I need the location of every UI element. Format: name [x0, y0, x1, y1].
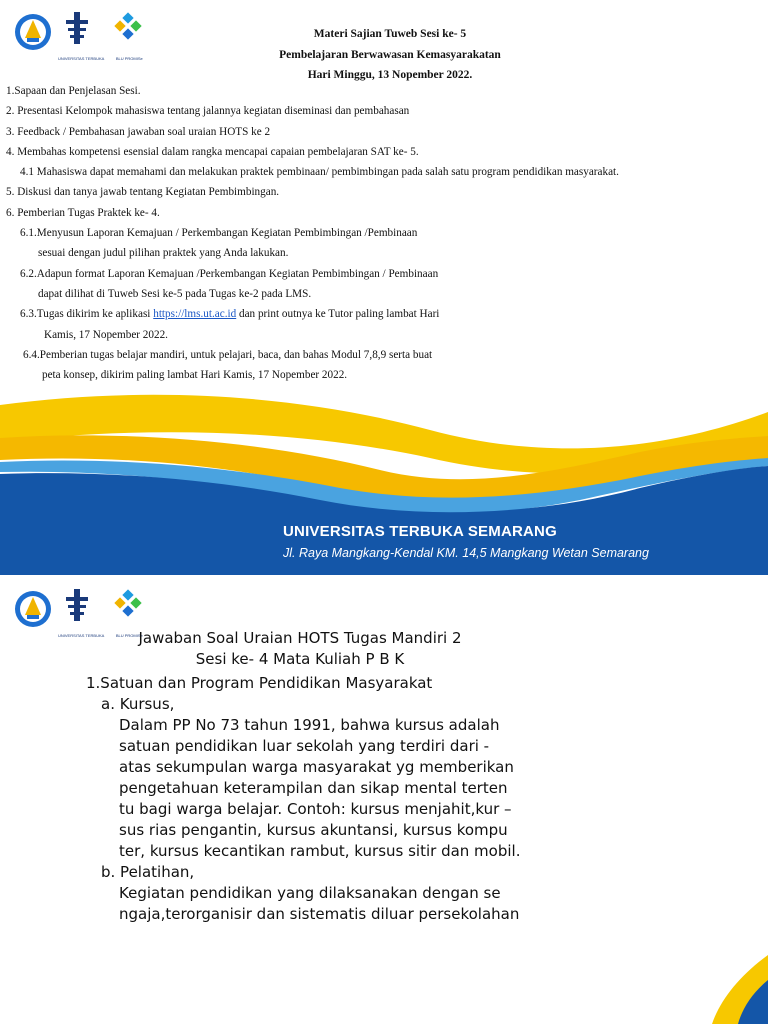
- answer-title-line2: Sesi ke- 4 Mata Kuliah P B K: [195, 650, 405, 668]
- ut-logo-caption: UNIVERSITAS TERBUKA: [58, 56, 105, 61]
- agenda-subitem-cont: sesuai dengan judul pilihan praktek yang Anda lakukan.: [38, 247, 289, 260]
- answer-subheading: a. Kursus,: [101, 695, 175, 713]
- logo-kemendikbud: [14, 585, 52, 633]
- answer-text: atas sekumpulan warga masyarakat yg memberikan: [119, 758, 514, 776]
- answer-text: Dalam PP No 73 tahun 1991, bahwa kursus adalah: [119, 716, 500, 734]
- answer-text: pengetahuan keterampilan dan sikap mental terten: [119, 779, 508, 797]
- logo-kemendikbud: [14, 8, 52, 56]
- banner-address: Jl. Raya Mangkang-Kendal KM. 14,5 Mangkang Wetan Semarang: [283, 546, 649, 560]
- answer-text: ter, kursus kecantikan rambut, kursus sitir dan mobil.: [119, 842, 521, 860]
- agenda-subitem: 4.1 Mahasiswa dapat memahami dan melakukan praktek pembinaan/ pembimbingan pada salah satu program pendidikan masyarakat.: [20, 166, 619, 179]
- agenda-subitem: 6.2.Adapun format Laporan Kemajuan /Perkembangan Kegiatan Pembimbingan / Pembinaan: [20, 267, 439, 280]
- agenda-subitem-cont: peta konsep, dikirim paling lambat Hari Kamis, 17 Nopember 2022.: [42, 369, 348, 382]
- agenda-text: dan print outnya ke Tutor paling lambat Hari: [236, 308, 440, 321]
- answer-text: tu bagi warga belajar. Contoh: kursus menjahit,kur –: [119, 800, 512, 818]
- ut-logo-icon: [58, 8, 96, 56]
- agenda-subitem: 6.1.Menyusun Laporan Kemajuan / Perkembangan Kegiatan Pembimbingan /Pembinaan: [20, 227, 418, 240]
- agenda-item: 5. Diskusi dan tanya jawab tentang Kegiatan Pembimbingan.: [6, 186, 280, 199]
- agenda-title: Materi Sajian Tuweb Sesi ke- 5: [313, 28, 467, 40]
- slide-answer: [0, 575, 768, 1024]
- agenda-item: 2. Presentasi Kelompok mahasiswa tentang jalannya kegiatan diseminasi dan pembahasan: [6, 105, 410, 118]
- agenda-item: 4. Membahas kompetensi esensial dalam rangka mencapai capaian pembelajaran SAT ke- 5.: [6, 145, 419, 158]
- agenda-item: 6. Pemberian Tugas Praktek ke- 4.: [6, 206, 160, 219]
- answer-body: [0, 673, 520, 925]
- logo-row: [14, 8, 148, 61]
- blu-logo-caption: BLU PROMISe: [115, 56, 143, 61]
- agenda-subitem-cont: dapat dilihat di Tuweb Sesi ke-5 pada Tugas ke-2 pada LMS.: [38, 287, 312, 300]
- kemendikbud-logo-icon: [14, 8, 52, 56]
- answer-title-line1: Jawaban Soal Uraian HOTS Tugas Mandiri 2: [138, 629, 462, 647]
- banner-title: UNIVERSITAS TERBUKA SEMARANG: [283, 523, 557, 540]
- answer-text: sus rias pengantin, kursus akuntansi, kursus kompu: [119, 821, 508, 839]
- answer-subheading: b. Pelatihan,: [101, 863, 195, 881]
- ut-logo-icon: [58, 585, 96, 633]
- blu-logo-caption: BLU PROMISe: [115, 633, 143, 638]
- answer-text: Kegiatan pendidikan yang dilaksanakan dengan se: [119, 884, 501, 902]
- agenda-subitem-cont: Kamis, 17 Nopember 2022.: [44, 328, 168, 341]
- agenda-text: 6.3.Tugas dikirim ke aplikasi: [20, 308, 154, 321]
- answer-title: [0, 628, 600, 670]
- answer-heading: 1.Satuan dan Program Pendidikan Masyarakat: [86, 674, 433, 692]
- agenda-subtitle: Pembelajaran Berwawasan Kemasyarakatan: [279, 48, 501, 61]
- blu-promise-logo-icon: [110, 585, 148, 633]
- logo-ut: [58, 8, 104, 61]
- answer-text: ngaja,terorganisir dan sistematis diluar persekolahan: [119, 905, 520, 923]
- agenda-item: 1.Sapaan dan Penjelasan Sesi.: [6, 85, 141, 97]
- agenda-item: 3. Feedback / Pembahasan jawaban soal uraian HOTS ke 2: [6, 125, 271, 138]
- agenda-subitem: 6.4.Pemberian tugas belajar mandiri, untuk pelajari, baca, dan bahas Modul 7,8,9 serta buat: [23, 348, 433, 361]
- answer-text: satuan pendidikan luar sekolah yang terdiri dari -: [119, 737, 490, 755]
- logo-blu: [110, 8, 148, 61]
- blu-promise-logo-icon: [110, 8, 148, 56]
- agenda-subitem: [6, 304, 756, 324]
- ut-logo-caption: UNIVERSITAS TERBUKA: [58, 633, 105, 638]
- agenda-list: [6, 81, 756, 385]
- kemendikbud-logo-icon: [14, 585, 52, 633]
- agenda-date: Hari Minggu, 13 Nopember 2022.: [307, 69, 473, 81]
- agenda-header: [200, 24, 580, 86]
- lms-link[interactable]: https://lms.ut.ac.id: [153, 308, 237, 321]
